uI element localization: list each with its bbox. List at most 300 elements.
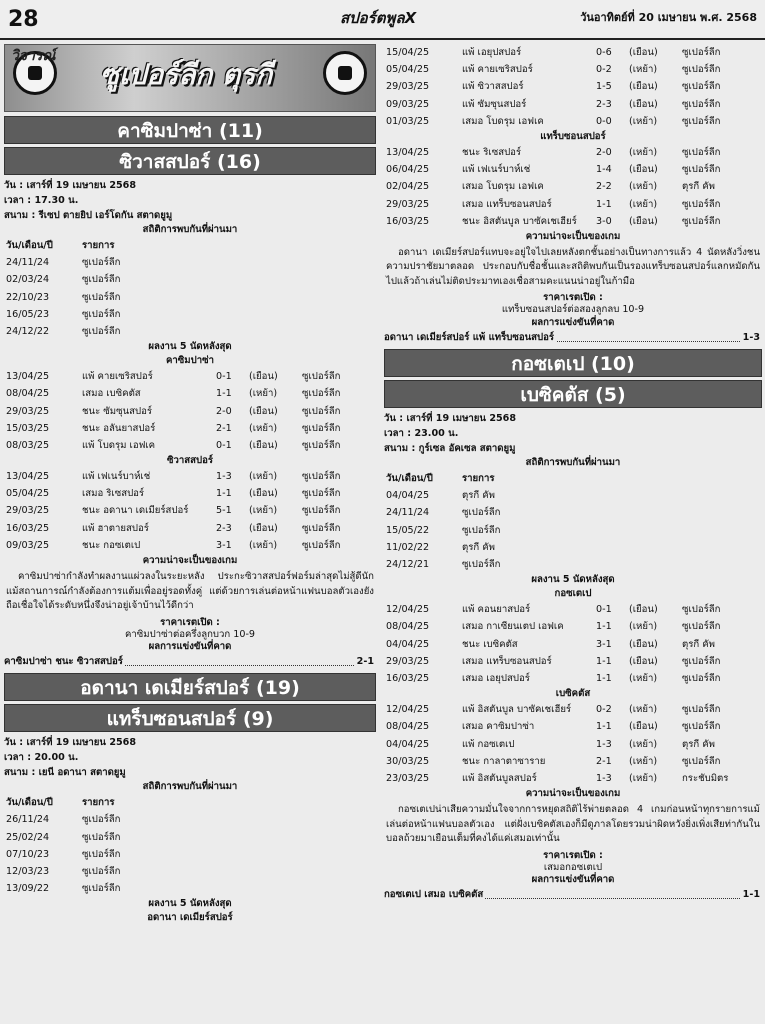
form-score: 1-3 [596, 738, 612, 750]
form-competition: ซูเปอร์ลีก [302, 388, 341, 400]
predict-heading: ผลการแข่งขันที่คาด [531, 874, 615, 886]
form-opponent: ชนะ ริเซสปอร์ [462, 146, 522, 158]
h2h-competition: ซูเปอร์ลีก [82, 257, 121, 269]
form-score: 0-2 [596, 64, 612, 76]
form-venue: (เยือน) [249, 488, 278, 500]
form-row [384, 670, 762, 687]
match-2-continued [384, 44, 762, 346]
form-row [384, 196, 762, 213]
match-day: วัน : เสาร์ที่ 19 เมษายน 2568 [384, 413, 517, 425]
form-date: 09/03/25 [386, 98, 430, 110]
form-date: 15/04/25 [386, 47, 430, 58]
form-row [4, 537, 376, 554]
right-column [384, 44, 762, 903]
h2h-competition: ซูเปอร์ลีก [82, 291, 121, 303]
form-competition: ซูเปอร์ลีก [682, 604, 721, 616]
form-venue: (เยือน) [629, 638, 658, 650]
issue-date: วันอาทิตย์ที่ 20 เมษายน พ.ศ. 2568 [580, 11, 757, 24]
h2h-date: 11/02/22 [386, 541, 430, 553]
form-opponent: ชนะ กาลาตาซาราย [462, 755, 546, 767]
form-row [4, 520, 376, 537]
form-opponent: เสมอ แทร็บซอนสปอร์ [462, 198, 552, 210]
h2h-competition: ซูเปอร์ลีก [82, 865, 121, 877]
form-score: 1-1 [596, 672, 612, 684]
form-venue: (เหย้า) [629, 64, 658, 76]
analysis-text: กอซเตเปน่าเสียความมั่นใจจากการหยุดสถิติไร้พ่ายตลอด 4 เกมก่อนหน้าทุกรายการแม้เล่นต่อหน้าแฟนบอลตัวเอง แต่ฝั่งเบซิคตัสเองก็มีดูภาลโดยรวมน่าผิดหวังยิ่งเพิ่งเสียท่ากันในบอลถ้วยมาเยือนเต็มที่คงได้แค่เสมอเท่านั้น [386, 804, 760, 845]
h2h-row [4, 289, 376, 306]
form-competition: ซูเปอร์ลีก [302, 522, 341, 534]
form-opponent: ชนะ ซัมซุนสปอร์ [82, 405, 153, 417]
h2h-date: 24/11/24 [386, 507, 430, 519]
form-row [384, 718, 762, 735]
form-competition: ซูเปอร์ลีก [302, 539, 341, 551]
form-opponent: แพ้ คอนยาสปอร์ [462, 604, 531, 616]
form-competition: ซูเปอร์ลีก [302, 471, 341, 483]
match-time: เวลา : 23.00 น. [384, 428, 459, 440]
form-date: 29/03/25 [386, 81, 430, 93]
form-opponent: ชนะ เบซิคตัส [462, 638, 518, 650]
form-score: 0-1 [216, 371, 232, 383]
form-score: 2-3 [216, 522, 232, 534]
last5-heading: ผลงาน 5 นัดหลังสุด [148, 898, 232, 910]
h2h-row [4, 271, 376, 288]
form-date: 29/03/25 [6, 505, 50, 517]
h2h-date: 07/10/23 [6, 848, 50, 860]
h2h-header-row [4, 237, 376, 254]
form-competition: ตุรกี คัพ [682, 638, 715, 650]
h2h-row [384, 556, 762, 573]
form-date: 08/04/25 [6, 388, 50, 400]
h2h-row [4, 863, 376, 880]
prediction-row [384, 330, 762, 346]
form-opponent: แพ้ ซิวาสสปอร์ [462, 81, 524, 93]
form-score: 2-0 [596, 146, 612, 158]
h2h-date: 25/02/24 [6, 831, 50, 843]
form-score: 5-1 [216, 505, 232, 517]
form-venue: (เหย้า) [249, 505, 278, 517]
h2h-competition: ซูเปอร์ลีก [82, 814, 121, 826]
h2h-date: 24/11/24 [6, 257, 50, 269]
form-date: 16/03/25 [6, 522, 50, 534]
match-day: วัน : เสาร์ที่ 19 เมษายน 2568 [4, 737, 137, 749]
away-team-bar: เบซิคตัส (5) [384, 380, 762, 408]
form-competition: ซูเปอร์ลีก [302, 422, 341, 434]
h2h-header-row [384, 470, 762, 487]
form-competition: ซูเปอร์ลีก [302, 439, 341, 451]
form-venue: (เหย้า) [629, 704, 658, 716]
form-row [4, 403, 376, 420]
form-score: 2-3 [596, 98, 612, 110]
form-date: 08/03/25 [6, 439, 50, 451]
form-date: 08/04/25 [386, 621, 430, 633]
form-venue: (เหย้า) [249, 471, 278, 483]
form-date: 04/04/25 [386, 638, 430, 650]
form-venue: (เยือน) [629, 655, 658, 667]
prediction-row [384, 887, 762, 903]
h2h-heading: สถิติการพบกันที่ผ่านมา [525, 457, 621, 469]
prediction-score: 1-3 [741, 330, 762, 346]
form-opponent: แพ้ เอยุปสปอร์ [462, 47, 522, 58]
form-date: 05/04/25 [386, 64, 430, 76]
form-row [384, 701, 762, 718]
team-b-heading: แทร็บซอนสปอร์ [540, 130, 606, 142]
form-date: 08/04/25 [386, 721, 430, 733]
home-team-bar: คาซิมปาซ่า (11) [4, 116, 376, 144]
odds-heading: ราคาเรตเปิด : [543, 292, 603, 304]
section-tag: วิจารณ์ [11, 48, 56, 64]
form-competition: ซูเปอร์ลีก [682, 98, 721, 110]
form-row [4, 437, 376, 454]
h2h-heading: สถิติการพบกันที่ผ่านมา [142, 781, 238, 793]
h2h-competition: ตุรกี คัพ [462, 490, 495, 502]
form-date: 15/03/25 [6, 422, 50, 434]
odds-text: เสมอกอซเตเป [543, 861, 603, 873]
chance-heading: ความน่าจะเป็นของเกม [142, 555, 238, 566]
form-competition: ซูเปอร์ลีก [682, 81, 721, 93]
h2h-date: 22/10/23 [6, 291, 50, 303]
h2h-row [4, 811, 376, 828]
form-opponent: เสมอ คาซิมปาซ่า [462, 721, 535, 733]
h2h-date: 02/03/24 [6, 274, 50, 286]
predict-heading: ผลการแข่งขันที่คาด [148, 641, 232, 653]
form-competition: ซูเปอร์ลีก [682, 672, 721, 684]
form-date: 01/03/25 [386, 115, 430, 127]
form-opponent: เสมอ กาเซียนเตป เอฟเค [462, 621, 564, 633]
form-score: 0-1 [216, 439, 232, 451]
form-opponent: ชนะ อลันยาสปอร์ [82, 422, 156, 434]
match-time: เวลา : 17.30 น. [4, 195, 79, 206]
form-row [384, 178, 762, 195]
form-score: 1-3 [596, 772, 612, 784]
form-score: 3-1 [216, 539, 232, 551]
match-3 [384, 349, 762, 903]
form-row [4, 368, 376, 385]
form-row [384, 736, 762, 753]
form-venue: (เยือน) [629, 604, 658, 616]
match-venue: สนาม : เยนี อดานา สตาดยูมู [4, 767, 126, 779]
form-date: 30/03/25 [386, 755, 430, 767]
form-opponent: แพ้ เฟเนร์บาห์เช่ [82, 471, 151, 483]
h2h-competition: ซูเปอร์ลีก [82, 883, 121, 895]
away-team-bar: แทร็บซอนสปอร์ (9) [4, 704, 376, 732]
h2h-date: 16/05/23 [6, 308, 50, 320]
form-row [384, 161, 762, 178]
form-opponent: แพ้ ฮาตายสปอร์ [82, 522, 149, 534]
form-competition: ซูเปอร์ลีก [682, 621, 721, 633]
form-venue: (เยือน) [249, 522, 278, 534]
form-score: 2-2 [596, 181, 612, 193]
h2h-heading: สถิติการพบกันที่ผ่านมา [142, 224, 238, 235]
prediction-score: 1-1 [741, 887, 762, 903]
chance-heading: ความน่าจะเป็นของเกม [525, 788, 621, 800]
form-row [384, 653, 762, 670]
form-row [4, 485, 376, 502]
prediction-row [4, 654, 376, 670]
prediction-text: คาซิมปาซ่า ชนะ ซิวาสสปอร์ [4, 656, 123, 668]
section-banner [4, 44, 376, 112]
h2h-col-comp: รายการ [82, 240, 115, 251]
form-opponent: แพ้ อิสตันบูลสปอร์ [462, 772, 537, 784]
form-venue: (เยือน) [629, 721, 658, 733]
form-row [384, 144, 762, 161]
team-b-heading: ซิวาสสปอร์ [166, 455, 213, 467]
h2h-row [4, 846, 376, 863]
form-score: 1-1 [596, 198, 612, 210]
form-venue: (เยือน) [249, 371, 278, 383]
form-competition: ซูเปอร์ลีก [682, 655, 721, 667]
form-opponent: แพ้ คายเซริสปอร์ [462, 64, 533, 76]
form-score: 0-1 [596, 604, 612, 616]
h2h-row [4, 306, 376, 323]
odds-text: คาซิมปาซ่าต่อครึ่งลูกบวก 10-9 [124, 628, 256, 640]
form-venue: (เหย้า) [249, 388, 278, 400]
match-venue: สนาม : กูร์เซล อัคเซล สตาดยูมู [384, 443, 516, 455]
odds-text: แทร็บซอนสปอร์ต่อสองลูกลบ 10-9 [501, 304, 645, 316]
form-opponent: แพ้ คายเซริสปอร์ [82, 371, 153, 383]
football-icon [323, 51, 367, 95]
form-venue: (เหย้า) [629, 755, 658, 767]
h2h-row [384, 539, 762, 556]
form-venue: (เหย้า) [629, 146, 658, 158]
form-date: 16/03/25 [386, 672, 430, 684]
form-opponent: แพ้ กอซเตเป [462, 738, 515, 750]
chance-heading: ความน่าจะเป็นของเกม [525, 230, 621, 242]
match-2 [4, 673, 376, 925]
form-score: 1-4 [596, 164, 612, 176]
h2h-competition: ซูเปอร์ลีก [462, 507, 501, 519]
team-a-heading: อดานา เดเมียร์สปอร์ [147, 912, 233, 924]
form-venue: (เหย้า) [629, 181, 658, 193]
h2h-competition: ซูเปอร์ลีก [462, 524, 501, 536]
h2h-date: 24/12/21 [386, 559, 430, 571]
form-opponent: แพ้ เฟเนร์บาห์เช่ [462, 164, 531, 176]
form-score: 3-0 [596, 215, 612, 227]
form-venue: (เหย้า) [629, 198, 658, 210]
form-competition: ซูเปอร์ลีก [302, 371, 341, 383]
h2h-row [384, 504, 762, 521]
h2h-competition: ซูเปอร์ลีก [82, 831, 121, 843]
form-venue: (เยือน) [629, 47, 658, 58]
form-competition: ซูเปอร์ลีก [302, 505, 341, 517]
h2h-competition: ซูเปอร์ลีก [82, 308, 121, 320]
form-date: 12/04/25 [386, 604, 430, 616]
form-opponent: เสมอ ริเซสปอร์ [82, 488, 145, 500]
left-column [4, 44, 376, 925]
match-day: วัน : เสาร์ที่ 19 เมษายน 2568 [4, 180, 137, 191]
page-header [0, 0, 765, 40]
form-date: 12/04/25 [386, 704, 430, 716]
form-competition: ซูเปอร์ลีก [302, 405, 341, 417]
page-number: 28 [8, 7, 39, 32]
form-opponent: เสมอ แทร็บซอนสปอร์ [462, 655, 552, 667]
form-venue: (เยือน) [629, 164, 658, 176]
form-row [384, 753, 762, 770]
prediction-score: 2-1 [355, 654, 376, 670]
h2h-col-comp: รายการ [82, 797, 115, 809]
form-venue: (เหย้า) [629, 115, 658, 127]
odds-heading: ราคาเรตเปิด : [160, 616, 220, 628]
form-row [384, 96, 762, 113]
form-competition: ตุรกี คัพ [682, 181, 715, 193]
form-competition: ซูเปอร์ลีก [682, 47, 721, 58]
form-date: 09/03/25 [6, 539, 50, 551]
form-date: 05/04/25 [6, 488, 50, 500]
away-team-bar: ซิวาสสปอร์ (16) [4, 147, 376, 175]
prediction-text: อดานา เดเมียร์สปอร์ แพ้ แทร็บซอนสปอร์ [384, 332, 555, 344]
h2h-date: 26/11/24 [6, 814, 50, 826]
form-opponent: แพ้ ซัมซุนสปอร์ [462, 98, 527, 110]
team-a-heading: กอซเตเป [554, 588, 592, 600]
match-1 [4, 116, 376, 670]
form-score: 2-1 [216, 422, 232, 434]
form-row [384, 636, 762, 653]
form-score: 1-1 [216, 388, 232, 400]
form-competition: ซูเปอร์ลีก [302, 488, 341, 500]
team-b-heading: เบซิคตัส [555, 688, 591, 700]
h2h-competition: ซูเปอร์ลีก [82, 274, 121, 286]
form-date: 02/04/25 [386, 181, 430, 193]
form-competition: ซูเปอร์ลีก [682, 755, 721, 767]
form-venue: (เยือน) [629, 98, 658, 110]
h2h-header-row [4, 794, 376, 811]
form-score: 0-6 [596, 47, 612, 58]
last5-heading: ผลงาน 5 นัดหลังสุด [531, 574, 615, 586]
h2h-col-date: วัน/เดือน/ปี [6, 240, 53, 251]
h2h-date: 15/05/22 [386, 524, 430, 536]
form-date: 04/04/25 [386, 738, 430, 750]
form-competition: ซูเปอร์ลีก [682, 721, 721, 733]
h2h-row [4, 829, 376, 846]
form-row [384, 113, 762, 130]
h2h-row [384, 487, 762, 504]
analysis-text: คาซิมปาซ่ากำลังทำผลงานแผ่วลงในระยะหลัง ประกะซิวาสสปอร์ฟอร์มล่าสุดไม่สู้ดีนักแม้สถานการณ์กำลังต้องการแต้มเพื่ออยู่รอดทั้งคู่ แต่ด้วยการเล่นต่อหน้าแฟนบอลตัวเองยังถือเชื่อใจได้ระดับหนึ่งจึงน่าอยู่เจ้าบ้านไว้ดีกว่า [6, 571, 374, 611]
last5-heading: ผลงาน 5 นัดหลังสุด [148, 341, 232, 353]
form-competition: ซูเปอร์ลีก [682, 64, 721, 76]
form-date: 13/04/25 [386, 146, 430, 158]
form-opponent: ชนะ อิสตันบูล บาซัคเชเฮียร์ [462, 215, 577, 227]
h2h-col-comp: รายการ [462, 473, 495, 485]
form-score: 1-1 [216, 488, 232, 500]
form-row [4, 468, 376, 485]
h2h-col-date: วัน/เดือน/ปี [6, 797, 53, 809]
form-venue: (เยือน) [629, 215, 658, 227]
form-date: 16/03/25 [386, 215, 430, 227]
form-date: 23/03/25 [386, 772, 430, 784]
home-team-bar: กอซเตเป (10) [384, 349, 762, 377]
form-row [4, 502, 376, 519]
analysis-text: อดานา เดเมียร์สปอร์แทบจะอยู่ใจไปเลยหลังตกชั้นอย่างเป็นทางการแล้ว 4 นัดหลังวิ่งชนความปราชัยมาตลอด ประกอบกับชื่อชั้นและสถิติพบกันเป็นรองแทร็บซอนสปอร์แลกหมัดกันไปแล้วถ้าเล่นไม่ติดประมาทเองเชื่อสามคะแนนน่าอยู่ในก้ามือ [386, 246, 760, 287]
form-venue: (เหย้า) [249, 539, 278, 551]
form-competition: ซูเปอร์ลีก [682, 146, 721, 158]
h2h-competition: ซูเปอร์ลีก [462, 559, 501, 571]
form-venue: (เยือน) [629, 81, 658, 93]
form-row [4, 385, 376, 402]
form-competition: กระชับมิตร [682, 772, 729, 784]
h2h-competition: ซูเปอร์ลีก [82, 848, 121, 860]
h2h-competition: ตุรกี คัพ [462, 541, 495, 553]
form-competition: ซูเปอร์ลีก [682, 115, 721, 127]
h2h-date: 13/09/22 [6, 883, 50, 895]
form-date: 13/04/25 [6, 371, 50, 383]
form-score: 3-1 [596, 638, 612, 650]
match-time: เวลา : 20.00 น. [4, 752, 79, 764]
form-competition: ซูเปอร์ลีก [682, 704, 721, 716]
masthead: สปอร์ตพูลX [340, 9, 417, 27]
match-venue: สนาม : รีเซป ตายยิป เอร์โดกัน สตาดยูมู [4, 210, 173, 221]
home-team-bar: อดานา เดเมียร์สปอร์ (19) [4, 673, 376, 701]
form-venue: (เหย้า) [629, 738, 658, 750]
team-a-heading: คาซิมปาซ่า [165, 355, 214, 367]
h2h-competition: ซูเปอร์ลีก [82, 325, 121, 337]
form-venue: (เหย้า) [629, 672, 658, 684]
form-row [384, 78, 762, 95]
form-row [384, 44, 762, 61]
form-a-continued [384, 44, 762, 130]
form-opponent: ชนะ กอซเตเป [82, 539, 141, 551]
form-competition: ซูเปอร์ลีก [682, 198, 721, 210]
h2h-row [384, 522, 762, 539]
form-row [384, 213, 762, 230]
form-opponent: เสมอ โบดรุม เอฟเค [462, 181, 544, 193]
form-venue: (เหย้า) [629, 772, 658, 784]
predict-heading: ผลการแข่งขันที่คาด [531, 317, 615, 329]
form-opponent: ชนะ อดานา เดเมียร์สปอร์ [82, 505, 189, 517]
form-competition: ซูเปอร์ลีก [682, 215, 721, 227]
h2h-date: 24/12/22 [6, 325, 50, 337]
form-date: 29/03/25 [386, 198, 430, 210]
h2h-col-date: วัน/เดือน/ปี [386, 473, 433, 485]
form-row [384, 601, 762, 618]
h2h-date: 04/04/25 [386, 490, 430, 502]
form-score: 1-1 [596, 721, 612, 733]
form-date: 06/04/25 [386, 164, 430, 176]
form-opponent: เสมอ เอยุปสปอร์ [462, 672, 530, 684]
form-venue: (เหย้า) [249, 422, 278, 434]
form-date: 13/04/25 [6, 471, 50, 483]
form-opponent: เสมอ โบดรุม เอฟเค [462, 115, 544, 127]
form-date: 29/03/25 [6, 405, 50, 417]
form-venue: (เยือน) [249, 439, 278, 451]
section-title: ซูเปอร์ลีก ตุรกี [100, 58, 273, 91]
form-score: 1-1 [596, 621, 612, 633]
form-date: 29/03/25 [386, 655, 430, 667]
form-row [384, 770, 762, 787]
h2h-row [4, 254, 376, 271]
form-venue: (เหย้า) [629, 621, 658, 633]
h2h-row [4, 880, 376, 897]
form-score: 2-0 [216, 405, 232, 417]
form-opponent: เสมอ เบซิคตัส [82, 388, 141, 400]
form-row [384, 61, 762, 78]
form-opponent: แพ้ โบดรุม เอฟเค [82, 439, 156, 451]
form-competition: ตุรกี คัพ [682, 738, 715, 750]
prediction-text: กอซเตเป เสมอ เบซิคตัส [384, 889, 484, 901]
form-venue: (เยือน) [249, 405, 278, 417]
odds-heading: ราคาเรตเปิด : [543, 849, 603, 861]
h2h-date: 12/03/23 [6, 865, 50, 877]
form-row [384, 618, 762, 635]
form-score: 1-1 [596, 655, 612, 667]
form-competition: ซูเปอร์ลีก [682, 164, 721, 176]
form-score: 0-2 [596, 704, 612, 716]
h2h-row [4, 323, 376, 340]
form-opponent: แพ้ อิสตันบูล บาซัคเชเฮียร์ [462, 704, 572, 716]
form-score: 2-1 [596, 755, 612, 767]
form-score: 1-5 [596, 81, 612, 93]
form-row [4, 420, 376, 437]
form-score: 0-0 [596, 115, 612, 127]
form-score: 1-3 [216, 471, 232, 483]
